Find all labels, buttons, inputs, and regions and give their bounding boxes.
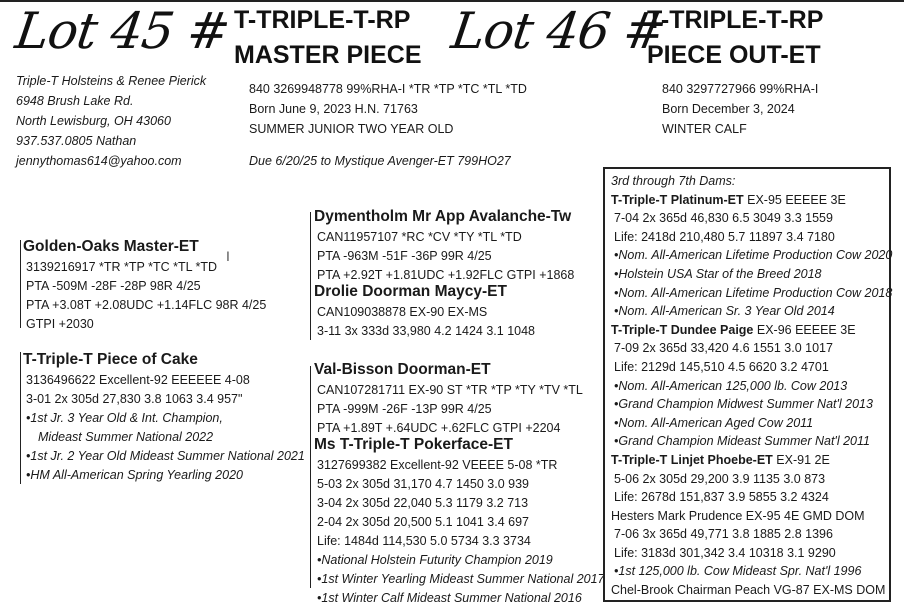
dam-award: •1st Jr. 2 Year Old Mideast Summer National 2021: [26, 449, 305, 463]
lot-46-class: WINTER CALF: [662, 122, 747, 136]
dam-3-record: 7-04 2x 365d 46,830 6.5 3049 3.3 1559: [614, 211, 833, 226]
breeder-line: North Lewisburg, OH 43060: [16, 114, 171, 128]
mgd-record: 3-11 3x 333d 33,980 4.2 1424 3.1 1048: [317, 324, 536, 338]
dam-6-lifetime: Life: 3183d 301,342 3.4 10318 3.1 9290: [614, 545, 836, 560]
sire-46-pta-type: PTA +1.89T +.64UDC +.62FLC GTPI +2204: [317, 421, 561, 435]
mgs-block: [314, 206, 574, 285]
dam-3-lifetime: Life: 2418d 210,480 5.7 11897 3.4 7180: [614, 229, 835, 244]
mgs-pta: PTA -963M -51F -36P 99R 4/25: [317, 249, 492, 263]
lot-45-label: Lot 45 #: [11, 2, 233, 60]
dam-3-award: •Nom. All-American Sr. 3 Year Old 2014: [614, 304, 835, 319]
sire-46-registration: CAN107281711 EX-90 ST *TR *TP *TY *TV *TL: [317, 383, 583, 397]
lot-46-label: Lot 46 #: [447, 2, 669, 60]
dam-3-classification: EX-95 EEEEE 3E: [743, 192, 846, 207]
dam-4-award: •Nom. All-American 125,000 lb. Cow 2013: [614, 378, 848, 393]
breeder-contact: [16, 71, 206, 171]
sire-46-pta: PTA -999M -26F -13P 99R 4/25: [317, 402, 492, 416]
mgd-block: [314, 281, 535, 341]
text-cursor-icon: I: [226, 248, 230, 264]
lot-46-birthdate: Born December 3, 2024: [662, 102, 795, 116]
lot-45-title-line1: T-TRIPLE-T-RP: [234, 6, 411, 34]
dam-4-award: •Nom. All-American Aged Cow 2011: [614, 415, 814, 430]
dam-6-heading: [611, 507, 892, 526]
sire-name: Golden-Oaks Master-ET: [23, 238, 199, 255]
breeder-email: jennythomas614@yahoo.com: [16, 154, 182, 168]
dam-4-award: •Grand Champion Midwest Summer Nat'l 2013: [614, 397, 873, 412]
breeder-line: 937.537.0805 Nathan: [16, 134, 137, 148]
dam-4-record: 7-09 2x 365d 33,420 4.6 1551 3.0 1017: [614, 341, 833, 356]
sire-pta-type: PTA +3.08T +2.08UDC +1.14FLC 98R 4/25: [26, 298, 267, 312]
lot-45-title-line2: MASTER PIECE: [234, 41, 422, 69]
lot-46-info: [662, 79, 818, 139]
pedigree-bracket: [20, 352, 21, 484]
mgd-name: Drolie Doorman Maycy-ET: [314, 283, 507, 300]
dam-46-lifetime: Life: 1484d 114,530 5.0 5734 3.3 3734: [317, 534, 531, 548]
dam-registration: 3136496622 Excellent-92 EEEEEE 4-08: [26, 373, 250, 387]
sire-46-block: [314, 359, 583, 438]
dam-46-record: 2-04 2x 305d 20,500 5.1 1041 3.4 697: [317, 515, 529, 529]
dam-6-name: Hesters Mark Prudence: [611, 508, 743, 523]
lot-46-title-line1: T-TRIPLE-T-RP: [647, 6, 824, 34]
dam-5-lifetime: Life: 2678d 151,837 3.9 5855 3.2 4324: [614, 490, 829, 505]
dam-4-lifetime: Life: 2129d 145,510 4.5 6620 3.2 4701: [614, 359, 829, 374]
dam-4-award: •Grand Champion Mideast Summer Nat'l 2011: [614, 434, 870, 449]
dam-6-award: •1st 125,000 lb. Cow Mideast Spr. Nat'l 1996: [614, 564, 862, 579]
dam-record: 3-01 2x 305d 27,830 3.8 1063 3.4 957": [26, 392, 243, 406]
dam-award: Mideast Summer National 2022: [38, 430, 214, 444]
dam-46-block: [314, 434, 605, 608]
dam-4-classification: EX-96 EEEEE 3E: [753, 322, 856, 337]
sire-registration: 3139216917 *TR *TP *TC *TL *TD: [26, 260, 218, 274]
mgs-name: Dymentholm Mr App Avalanche-Tw: [314, 208, 572, 225]
dam-6-record: 7-06 3x 365d 49,771 3.8 1885 2.8 1396: [614, 527, 833, 542]
dam-46-award: •National Holstein Futurity Champion 2019: [317, 553, 553, 567]
sire-46-name: Val-Bisson Doorman-ET: [314, 361, 491, 378]
dam-5-heading: [611, 451, 892, 470]
lot-45-registration: 840 3269948778 99%RHA-I *TR *TP *TC *TL *TD: [249, 82, 527, 96]
lot-45-info: [249, 79, 527, 139]
dam-46-record: 3-04 2x 305d 22,040 5.3 1179 3.2 713: [317, 496, 529, 510]
dam-46-name: Ms T-Triple-T Pokerface-ET: [314, 436, 513, 453]
dam-7-name: Chel-Brook Chairman Peach VG-87 EX-MS DOM: [611, 583, 886, 598]
dam-3-award: •Nom. All-American Lifetime Production Cow 2020: [614, 248, 893, 263]
pedigree-bracket: [310, 212, 311, 340]
dam-award: •1st Jr. 3 Year Old & Int. Champion,: [26, 411, 223, 425]
dam-46-record: 5-03 2x 305d 31,170 4.7 1450 3.0 939: [317, 477, 529, 491]
dam-46-award: •1st Winter Yearling Mideast Summer National 2017: [317, 572, 605, 586]
dam-name: T-Triple-T Piece of Cake: [23, 351, 198, 368]
sire-gtpi: GTPI +2030: [26, 317, 94, 331]
dam-5-record: 5-06 2x 305d 29,200 3.9 1135 3.0 873: [614, 471, 826, 486]
dam-block: [23, 349, 305, 485]
dam-3-award: •Holstein USA Star of the Breed 2018: [614, 266, 822, 281]
lot-45-class: SUMMER JUNIOR TWO YEAR OLD: [249, 122, 454, 136]
dam-4-name: T-Triple-T Dundee Paige: [611, 322, 754, 337]
dam-5-name: T-Triple-T Linjet Phoebe-ET: [611, 452, 773, 467]
lot-45-birthdate: Born June 9, 2023 H.N. 71763: [249, 102, 418, 116]
breeder-line: Triple-T Holsteins & Renee Pierick: [16, 74, 207, 88]
mgd-registration: CAN109038878 EX-90 EX-MS: [317, 305, 488, 319]
dam-award: •HM All-American Spring Yearling 2020: [26, 468, 243, 482]
sire-pta: PTA -509M -28F -28P 98R 4/25: [26, 279, 201, 293]
pedigree-bracket: [310, 366, 311, 588]
mgs-registration: CAN11957107 *RC *CV *TY *TL *TD: [317, 230, 522, 244]
lot-45-due-date: Due 6/20/25 to Mystique Avenger-ET 799HO27: [249, 154, 511, 168]
dam-5-classification: EX-91 2E: [772, 452, 830, 467]
dam-4-heading: [611, 321, 892, 340]
lot-46-title-line2: PIECE OUT-ET: [647, 41, 821, 69]
pedigree-bracket: [20, 240, 21, 328]
dam-6-classification: EX-95 4E GMD DOM: [742, 508, 865, 523]
breeder-line: 6948 Brush Lake Rd.: [16, 94, 134, 108]
dam-3-heading: [611, 191, 892, 210]
dam-46-registration: 3127699382 Excellent-92 VEEEE 5-08 *TR: [317, 458, 558, 472]
lot-46-registration: 840 3297727966 99%RHA-I: [662, 82, 819, 96]
mgs-pta-type: PTA +2.92T +1.81UDC +1.92FLC GTPI +1868: [317, 268, 575, 282]
dams-box-content: [611, 172, 892, 600]
dams-heading: 3rd through 7th Dams:: [611, 174, 736, 188]
dam-3-award: •Nom. All-American Lifetime Production Cow 2018: [614, 285, 893, 300]
dam-46-award: •1st Winter Calf Mideast Summer National 2016: [317, 591, 582, 605]
dam-3-name: T-Triple-T Platinum-ET: [611, 192, 744, 207]
